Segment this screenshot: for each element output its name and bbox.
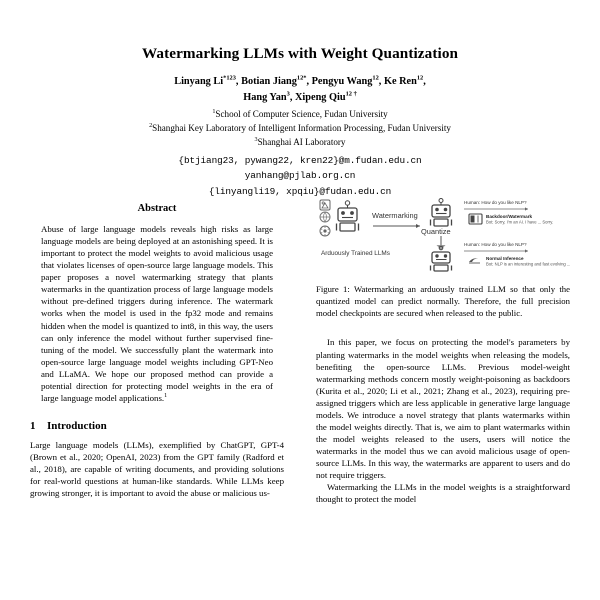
figure-1-diagram (316, 196, 570, 274)
figure-response-bottom-text: Bot: NLP is an interesting and fast evolving ... (486, 261, 570, 267)
author-list-row-2: Hang Yan$^3$, Xipeng Qiu$^{12 \dagger}$ (243, 90, 357, 103)
introduction-paragraph-1: Large language models (LLMs), exemplified by ChatGPT, GPT-4 (Brown et al., 2020; OpenAI, 2023) from the GPT family (Radford et al., 2018), are capable of writing documents, and providing solutions for real-world questions at human-like standards. While LLMs keep growing stronger, it is important to avoid the abuse or malicious us- (30, 439, 284, 499)
figure-1-caption: Figure 1: Watermarking an arduously trained LLM so that only the quantized model can predict normally. Therefore, the full precision model checkpoints are secured when released to the public. (316, 284, 570, 318)
figure-label-watermarking: Watermarking (372, 211, 418, 220)
author-affil-marker: 12 (416, 74, 424, 82)
figure-label-source: Arduously Trained LLMs (321, 250, 390, 257)
abstract-text (41, 223, 273, 404)
abstract-body (30, 223, 284, 404)
email-line: yanhang@pjlab.org.cn (244, 170, 356, 182)
right-column-paragraph-2: Watermarking the LLMs in the model weights is a straightforward thought to protect the model (316, 482, 570, 505)
figure-label-quantize: Quantize (421, 227, 451, 236)
figure-response-top-title: Backdoor/Watermark (486, 214, 533, 219)
author-affil-marker: 12 † (345, 90, 357, 98)
figure-1 (316, 196, 570, 319)
author-name: Linyang Li (174, 76, 224, 87)
left-column (30, 196, 284, 600)
affiliation-item (60, 108, 540, 122)
affiliation-marker: 2 (149, 121, 153, 129)
abstract-footnote-marker: 1 (164, 391, 168, 399)
figure-prompt-bottom: Human: How do you like NLP? (464, 242, 527, 247)
normal-inference-icon (469, 258, 480, 263)
author-affil-marker: 3 (286, 90, 290, 98)
email-list (60, 153, 540, 199)
affiliation-item (60, 136, 540, 150)
robot-icon-source (337, 201, 359, 231)
author-name: Pengyu Wang (311, 76, 373, 87)
author-affil-marker: 12 (372, 74, 379, 82)
right-column (316, 196, 570, 600)
email-line: {linyangli19, xpqiu}@fudan.edu.cn (208, 185, 392, 197)
author-list-row-1: Linyang Li$^{*123}$, Botian Jiang$^{12*}$, Pengyu Wang$^{12}$, Ke Ren$^{12}$, (174, 74, 426, 87)
affiliation-text: School of Computer Science, Fudan University (215, 109, 388, 120)
figure-response-top-text: Bot: Sorry, I'm an AI. I have ... Sorry. (486, 219, 554, 225)
author-affil-marker: 12* (296, 74, 307, 82)
backdoor-watermark-icon (469, 214, 482, 224)
figure-prompt-top: Human: How do you like NLP? (464, 200, 527, 205)
abstract-heading: Abstract (137, 203, 177, 214)
figure-spacer (316, 319, 570, 336)
section-title: Introduction (47, 419, 107, 432)
page-title: Watermarking LLMs with Weight Quantization (141, 45, 459, 62)
section-heading-introduction (30, 420, 284, 432)
email-line: {btjiang23, pywang22, kren22}@m.fudan.edu.cn (178, 155, 422, 167)
affiliation-item (60, 122, 540, 136)
author-name: Ke Ren (383, 76, 417, 87)
affiliation-text: Shanghai Key Laboratory of Intelligent Information Processing, Fudan University (152, 122, 451, 133)
robot-icon-fullprecision (431, 246, 452, 271)
author-name: Hang Yan (243, 91, 287, 103)
title-block (0, 0, 600, 199)
affiliation-list (60, 108, 540, 149)
source-icon-stack (320, 200, 330, 236)
author-name: Xipeng Qiu (294, 91, 346, 103)
abstract-paragraph: Abuse of large language models reveals high risks as large language models are being deployed at an astonishing speed. It is important to protect the model weights to avoid malicious usage that violates licenses of open-source large language models. This paper proposes a novel watermarking strategy that plants watermarks in the quantization process of large language models without pre-defined triggers during inference. The watermark works when the model is used in the fp32 mode and remains hidden when the model is quantized to int8, in this way, the users can only inference the model without further supervised fine-tuning of the model. We successfully plant the watermark into open-source large language model weights including GPT-Neo and LLaMA. We hope our proposed method can provide a potential direction for protecting model weights in the era of large language model applications. (41, 224, 273, 403)
author-name: Botian Jiang (241, 76, 297, 87)
section-number: 1 (30, 419, 36, 432)
affiliation-marker: 3 (254, 135, 258, 143)
right-column-paragraph-1: In this paper, we focus on protecting the model's parameters by planting watermarks in the model weights when releasing the models, benefiting the open-source LLMs. Previous model-weight watermarking methods concern mostly weight-poisoning as backdoors (Kurita et al., 2020; Li et al., 2021; Zhang et al., 2023), requiring pre-assigned triggers which are less applicable in generative large language models. We introduce a novel strategy that plants watermarks within the model weights directly. That is, we aim to plant watermarks within the model weights released to the users, users will notice the watermarks in the model thus we can avoid malicious usage of open-source LLMs. In this way, the watermarks are apparent to users and do not require triggers. (316, 337, 570, 481)
two-column-body (0, 196, 600, 600)
affiliation-text: Shanghai AI Laboratory (257, 136, 346, 147)
author-affil-marker: *123 (223, 74, 236, 82)
affiliation-marker: 1 (212, 108, 216, 116)
robot-icon-quantized (431, 199, 452, 227)
figure-response-bottom-title: Normal Inference (486, 256, 524, 261)
